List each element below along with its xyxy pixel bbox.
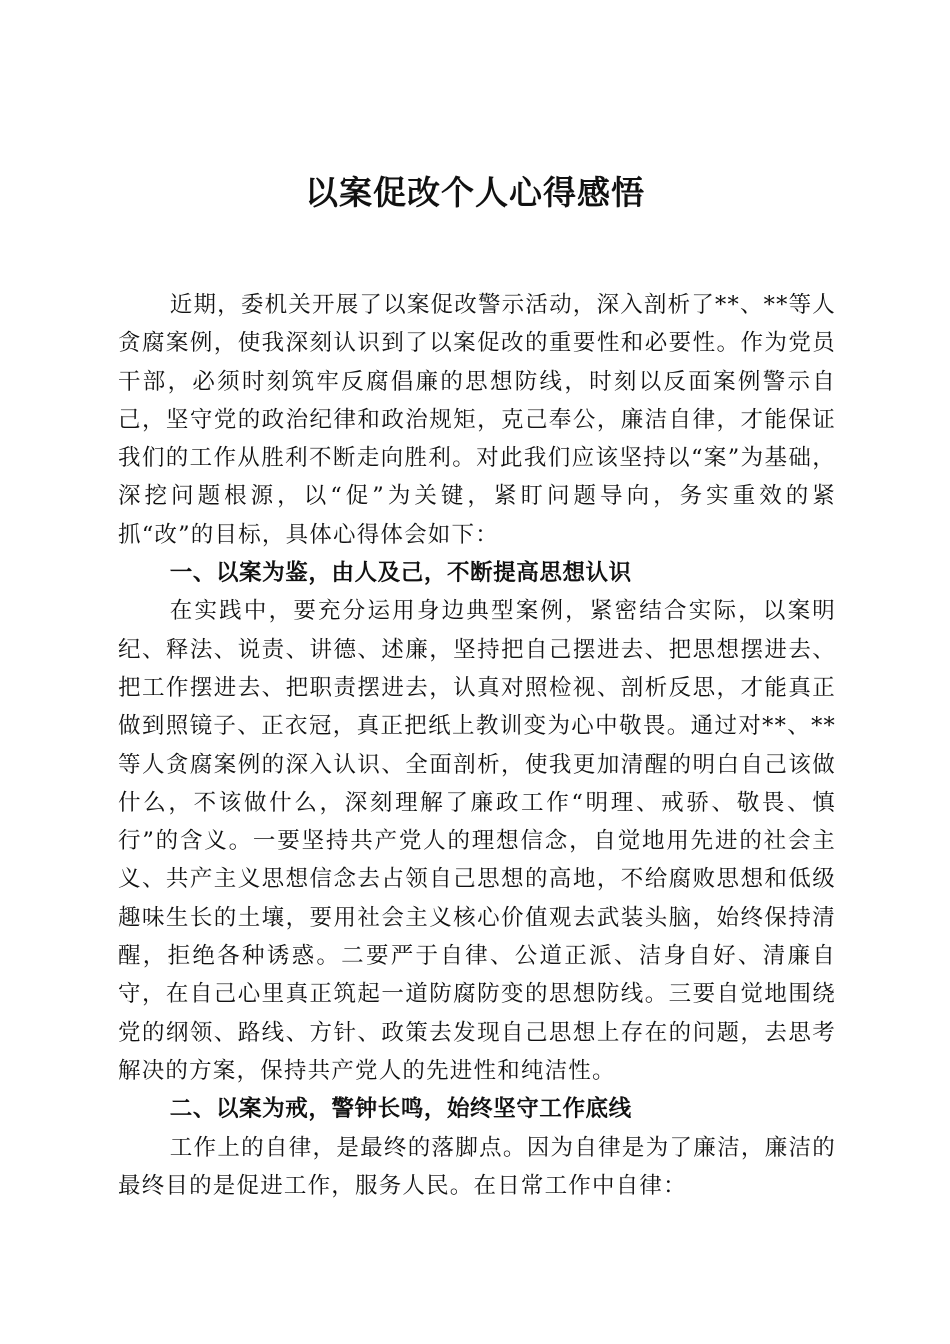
document-body — [118, 286, 836, 1205]
intro-paragraph: 近期，委机关开展了以案促改警示活动，深入剖析了**、**等人贪腐案例，使我深刻认识到了以案促改的重要性和必要性。作为党员干部，必须时刻筑牢反腐倡廉的思想防线，时刻以反面案例警示自己，坚守党的政治纪律和政治规矩，克己奉公，廉洁自律，才能保证我们的工作从胜利不断走向胜利。对此我们应该坚持以“案”为基础，深挖问题根源，以“促”为关键，紧盯问题导向，务实重效的紧抓“改”的目标，具体心得体会如下： — [118, 292, 836, 548]
section-heading-2: 二、以案为戒，警钟长鸣，始终坚守工作底线 — [169, 1096, 632, 1123]
document-title: 以案促改个人心得感悟 — [305, 173, 645, 212]
section-2-paragraph: 工作上的自律，是最终的落脚点。因为自律是为了廉洁，廉洁的最终目的是促进工作，服务人民。在日常工作中自律： — [118, 1134, 836, 1199]
section-1-paragraph: 在实践中，要充分运用身边典型案例，紧密结合实际，以案明纪、释法、说责、讲德、述廉，坚持把自己摆进去、把思想摆进去、把工作摆进去、把职责摆进去，认真对照检视、剖析反思，才能真正做到照镜子、正衣冠，真正把纸上教训变为心中敬畏。通过对**、**等人贪腐案例的深入认识、全面剖析，使我更加清醒的明白自己该做什么，不该做什么，深刻理解了廉政工作“明理、戒骄、敬畏、慎行”的含义。一要坚持共产党人的理想信念，自觉地用先进的社会主义、共产主义思想信念去占领自己思想的高地，不给腐败思想和低级趣味生长的土壤，要用社会主义核心价值观去武装头脑，始终保持清醒，拒绝各种诱惑。二要严于自律、公道正派、洁身自好、清廉自守，在自己心里真正筑起一道防腐防变的思想防线。三要自觉地围绕党的纲领、路线、方针、政策去发现自己思想上存在的问题，去思考解决的方案，保持共产党人的先进性和纯洁性。 — [118, 598, 836, 1084]
section-heading-1: 一、以案为鉴，由人及己，不断提高思想认识 — [169, 560, 632, 587]
